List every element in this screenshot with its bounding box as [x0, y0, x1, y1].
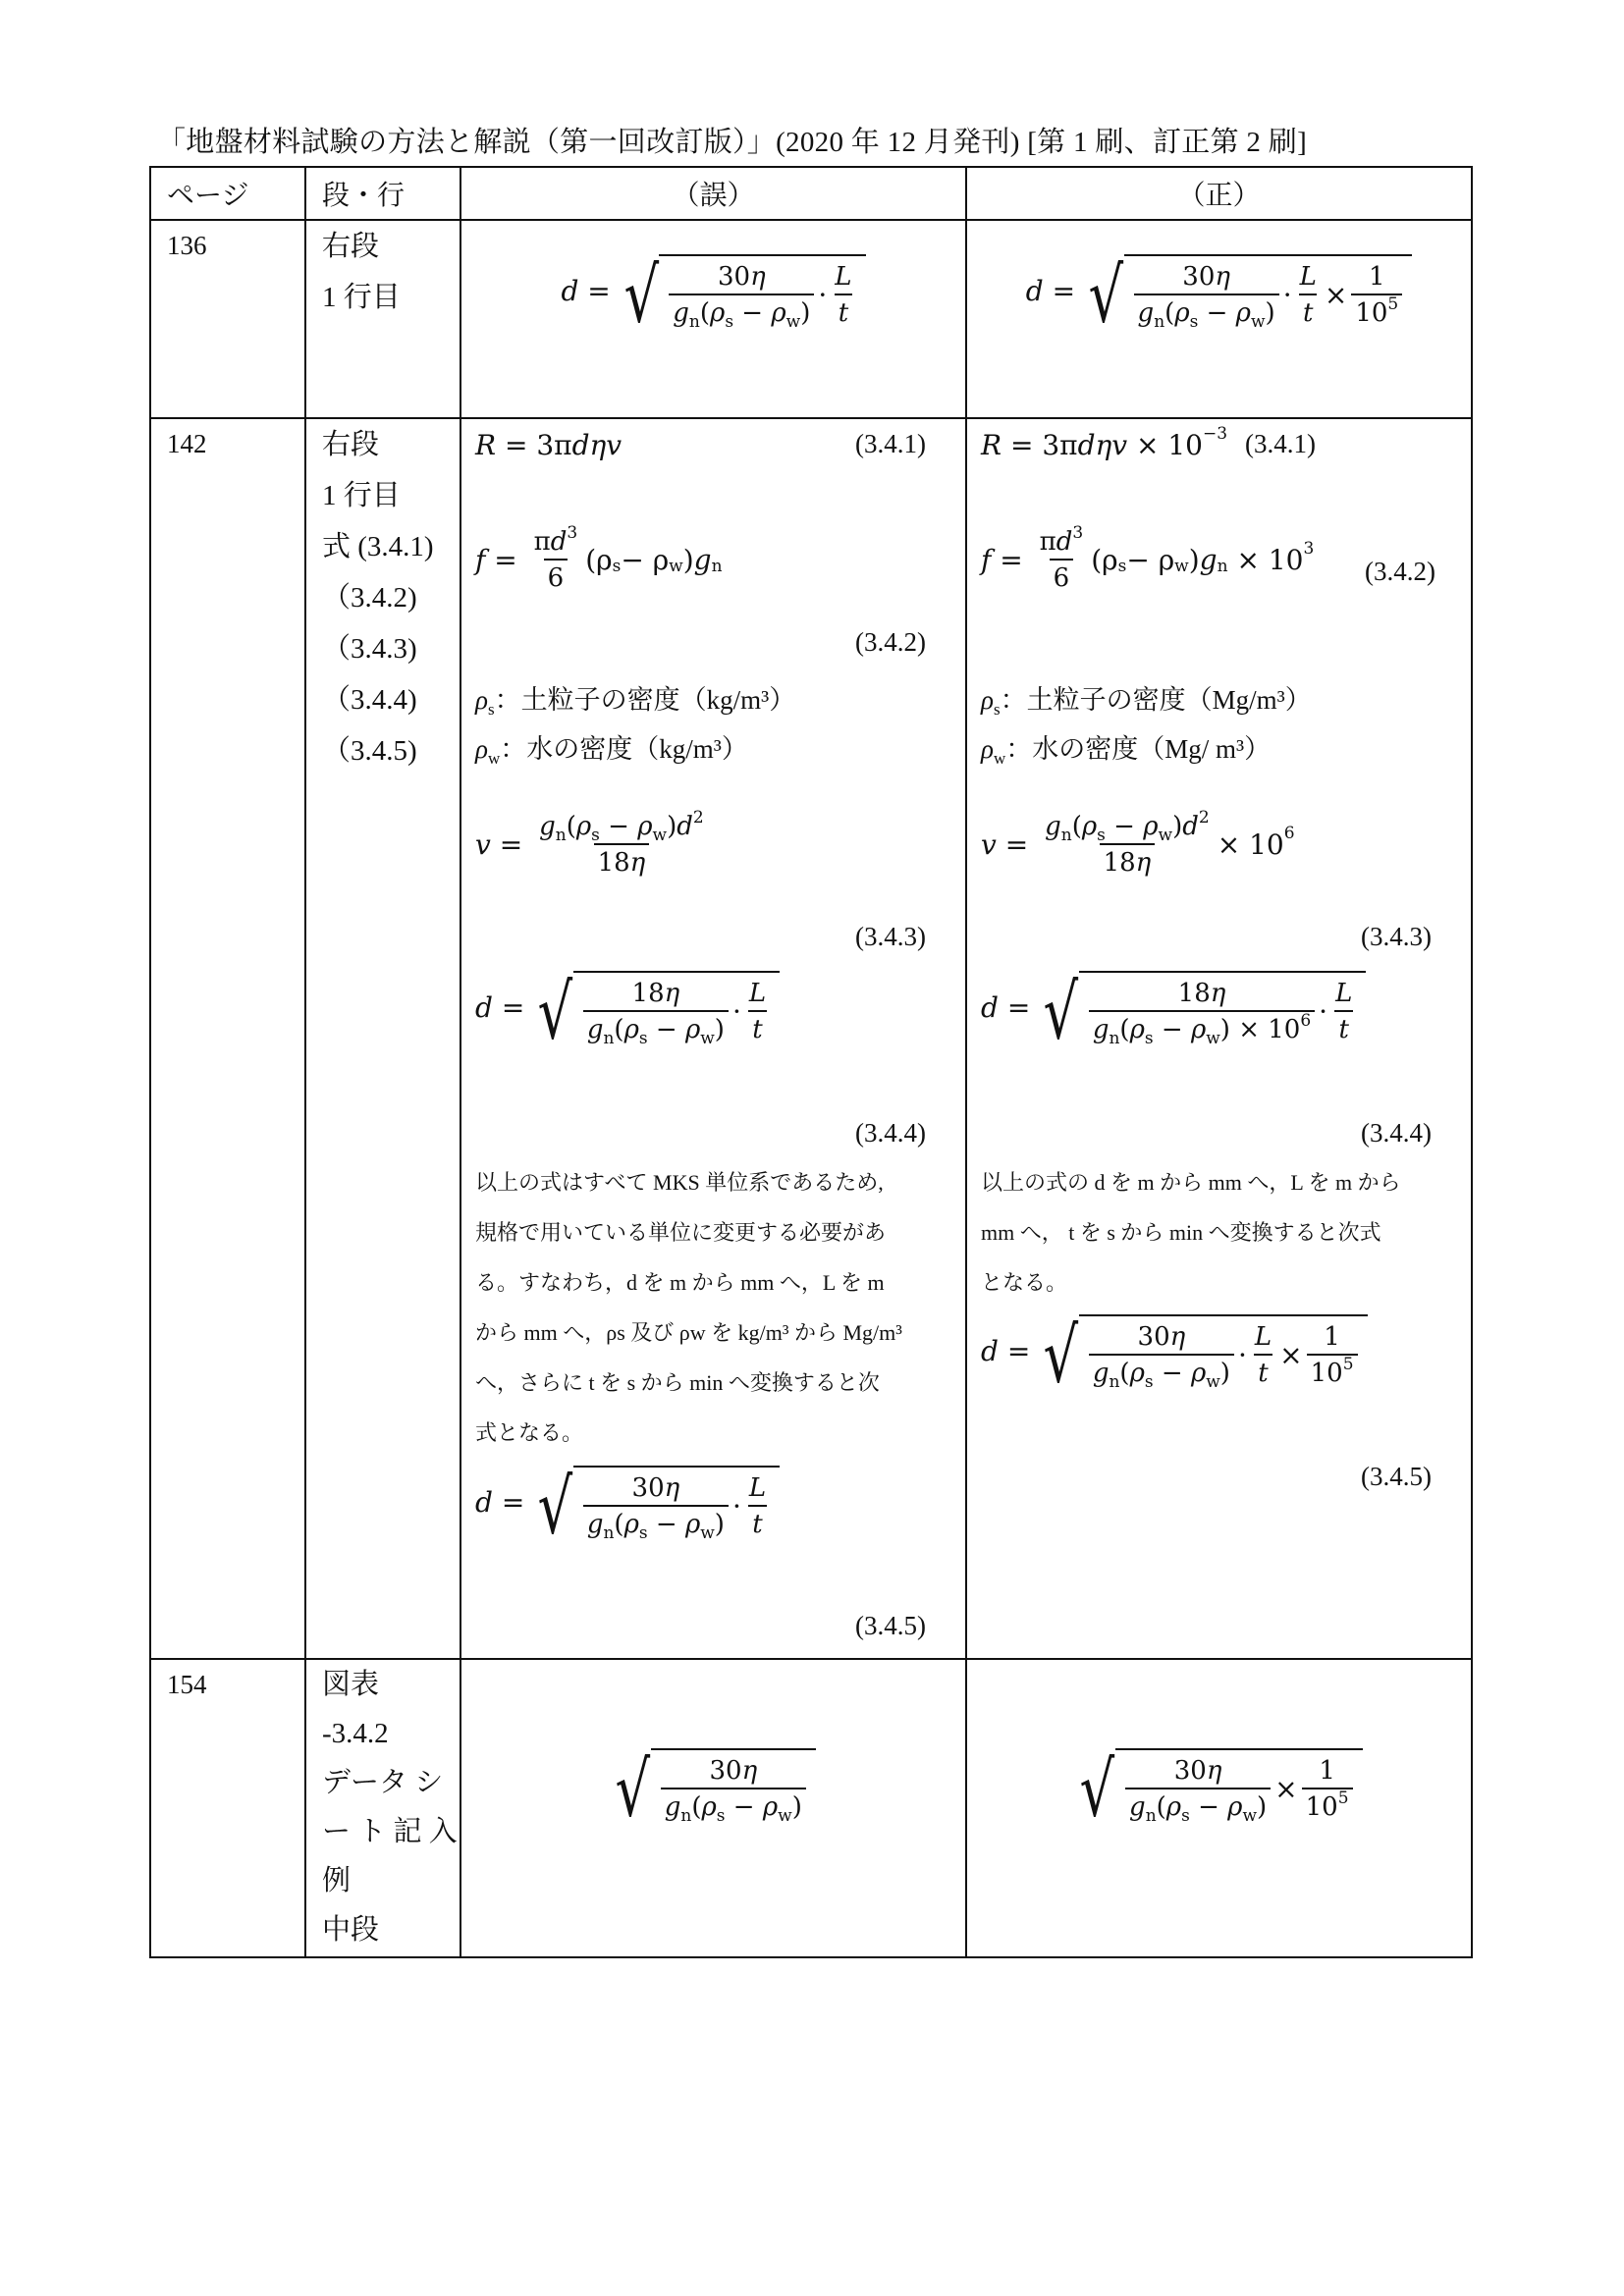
- right-cell: [966, 220, 1472, 418]
- page-number: 154: [167, 1670, 207, 1699]
- page-number: 142: [167, 429, 207, 458]
- explanation-paragraph: 以上の式はすべて MKS 単位系であるため, 規格で用いている単位に変更する必要があ る。すなわち，d を m から mm へ，L を m から mm へ，ρs 及び ρw を kg/m³ から Mg/m³ へ，さらに t を s から min へ変換すると次 式となる。: [475, 1170, 902, 1445]
- formula-R: R = 3π dηv × 10 −3: [981, 423, 1228, 461]
- wrong-cell: [460, 1659, 966, 1957]
- formula-d: d = √ $\frac{18\eta}{g_n(\rho_s - \rho_w) \times 10^6}$ · $\frac{L}{t}$: [981, 971, 1366, 1044]
- formula-f: f = $\frac{\pi d^3}{6}$ (ρ s − ρ w ) g n × 10 3: [981, 523, 1315, 593]
- equation-number: (3.4.5): [855, 1611, 926, 1640]
- location-lines: 右段 1 行目 式 (3.4.1) （3.4.2) （3.4.3) （3.4.4) （3.4.5): [322, 429, 434, 767]
- equation-number: (3.4.2): [855, 627, 926, 657]
- equation-number: (3.4.3): [1361, 922, 1432, 951]
- location-lines: 図表 -3.4.2 データ シ ー ト 記 入 例 中段: [322, 1669, 458, 1946]
- equation-number: (3.4.1): [1245, 429, 1316, 458]
- table-row: [150, 1659, 1472, 1957]
- equation-number: (3.4.1): [855, 429, 926, 458]
- explanation-paragraph: 以上の式の d を m から mm へ，L を m から mm へ， t を s から min へ変換すると次式 となる。: [981, 1170, 1401, 1295]
- formula-d: d = √ $\frac{30\eta}{g_n(\rho_s - \rho_w)}$ · $\frac{L}{t}$ × $\frac{1}{10^5}$: [981, 1314, 1368, 1388]
- errata-table: [149, 166, 1473, 1958]
- formula-d: d = √ $\frac{30\eta}{g_n(\rho_s - \rho_w)}$ · $\frac{L}{t}$: [561, 254, 865, 328]
- header-right: （正）: [966, 167, 1472, 220]
- rho-w-definition: ：水の密度（kg/m³）: [500, 734, 748, 764]
- equation-number: (3.4.4): [855, 1118, 926, 1148]
- formula-v: v = $\frac{g_n(\rho_s - \rho_w)d^2}{18\eta}$ × 10 6: [981, 808, 1295, 878]
- formula-f: f = $\frac{\pi d^3}{6}$ (ρ s − ρ w ) g n: [475, 523, 723, 593]
- formula-sqrt: √ $\frac{30\eta}{g_n(\rho_s - \rho_w)}$ × $\frac{1}{10^5}$: [1075, 1748, 1362, 1822]
- formula-v: v = $\frac{g_n(\rho_s - \rho_w)d^2}{18\eta}$: [475, 808, 704, 878]
- rho-w-definition: ：水の密度（Mg/ m³）: [1005, 734, 1272, 764]
- header-row: [150, 167, 1472, 220]
- formula-d: d = √ $\frac{30\eta}{g_n(\rho_s - \rho_w)}$ · $\frac{L}{t}$ × $\frac{1}{10^5}$: [1026, 254, 1413, 328]
- wrong-cell: R = 3π dηv (3.4.1) f = $\frac{\pi d^3}{6}$ (ρ s − ρ w ) g n (3.4.2) $\rho_s$：土粒子の密度（kg/m³） $\rho_w$：水の密度（kg/m³） v = $\frac{g_n(\rho_s - \rho_w)d^2}{18\eta}$ (3.4.3) d = √ $\frac{18\eta}{g_n(\rho_s - \rho_w)}$ · $\frac{L}{t}$ (3.4.4) 以上の式はすべて MKS 単位系であるため, 規格で用いている単位に変更する必要があ る。すなわち，d を m から mm へ，L を m から mm へ，ρs 及び ρw を kg/m³ から Mg/m³ へ，さらに t を s から min へ変換すると次 式となる。 d = √ $\frac{30\eta}{g_n(\rho_s - \rho_w)}$ · $\frac{L}{t}$ (3.4.5): [460, 418, 966, 1659]
- table-row: [150, 418, 1472, 1659]
- formula-sqrt: √ $\frac{30\eta}{g_n(\rho_s - \rho_w)}$: [611, 1748, 816, 1822]
- header-page: ページ: [150, 167, 305, 220]
- equation-number: (3.4.3): [855, 922, 926, 951]
- wrong-cell: [460, 220, 966, 418]
- equation-number: (3.4.4): [1361, 1118, 1432, 1148]
- page-number: 136: [167, 231, 207, 260]
- rho-s-definition: ：土粒子の密度（Mg/m³）: [1000, 685, 1312, 715]
- right-cell: [966, 1659, 1472, 1957]
- table-row: [150, 220, 1472, 418]
- rho-s-definition: ：土粒子の密度（kg/m³）: [494, 685, 796, 715]
- header-location: 段・行: [305, 167, 460, 220]
- formula-d: d = √ $\frac{30\eta}{g_n(\rho_s - \rho_w)}$ · $\frac{L}{t}$: [475, 1466, 780, 1539]
- location-lines: 右段 1 行目: [322, 231, 401, 313]
- formula-d: d = √ $\frac{18\eta}{g_n(\rho_s - \rho_w)}$ · $\frac{L}{t}$: [475, 971, 780, 1044]
- equation-number: (3.4.5): [1361, 1462, 1432, 1491]
- header-wrong: （誤）: [460, 167, 966, 220]
- right-cell: R = 3π dηv × 10 −3 (3.4.1) f = $\frac{\pi d^3}{6}$ (ρ s − ρ w ) g n × 10 3 (3.4.2) $\rho_s$：土粒子の密度（Mg/m³） $\rho_w$：水の密度（Mg/ m³） v = $\frac{g_n(\rho_s - \rho_w)d^2}{18\eta}$ × 10 6 (3.4.3) d = √ $\frac{18\eta}{g_n(\rho_s - \rho_w) \times 10^6}$ · $\frac{L}{t}$ (3.4.4) 以上の式の d を m から mm へ，L を m から mm へ， t を s から min へ変換すると次式 となる。 d = √ $\frac{30\eta}{g_n(\rho_s - \rho_w)}$ · $\frac{L}{t}$ × $\frac{1}{10^5}$ (3.4.5): [966, 418, 1472, 1659]
- equation-number: (3.4.2): [1365, 557, 1435, 586]
- document-title: 「地盤材料試験の方法と解説（第一回改訂版）」(2020 年 12 月発刊) [第 1 刷、訂正第 2 刷]: [157, 127, 1308, 158]
- formula-R: R = 3π dηv: [475, 429, 623, 461]
